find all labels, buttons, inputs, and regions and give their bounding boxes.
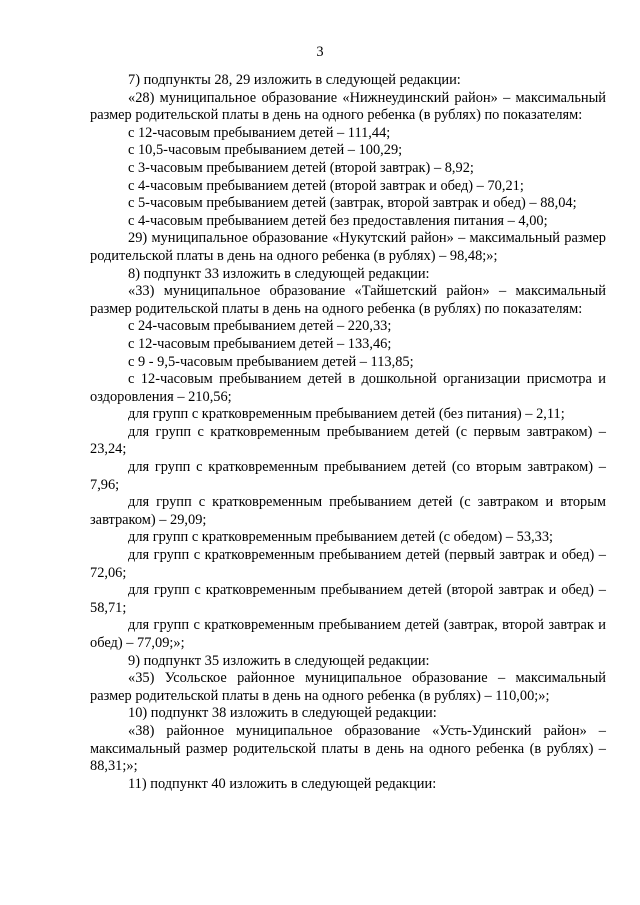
paragraph: с 24-часовым пребыванием детей – 220,33;	[128, 318, 392, 335]
paragraph: с 12-часовым пребыванием детей в дошкольной организации присмотра и оздоровления – 210,56;	[90, 371, 606, 405]
paragraph: 29) муниципальное образование «Нукутский район» – максимальный размер родительской платы в день на одного ребенка (в рублях) – 98,48;»;	[90, 230, 606, 264]
paragraph: для групп с кратковременным пребыванием детей (первый завтрак и обед) – 72,06;	[90, 547, 606, 581]
paragraph: для групп с кратковременным пребыванием детей (с первым завтраком) – 23,24;	[90, 423, 606, 458]
paragraph: 11) подпункт 40 изложить в следующей редакции:	[128, 775, 437, 792]
paragraph: 8) подпункт 33 изложить в следующей редакции:	[128, 265, 430, 282]
document-body	[90, 72, 606, 793]
paragraph: с 4-часовым пребыванием детей (второй завтрак и обед) – 70,21;	[128, 177, 524, 194]
paragraph: 9) подпункт 35 изложить в следующей редакции:	[128, 652, 430, 669]
paragraph: с 5-часовым пребыванием детей (завтрак, второй завтрак и обед) – 88,04;	[128, 195, 577, 212]
paragraph: с 4-часовым пребыванием детей без предоставления питания – 4,00;	[128, 212, 548, 229]
paragraph: для групп с кратковременным пребыванием детей (без питания) – 2,11;	[128, 406, 565, 423]
paragraph: для групп с кратковременным пребыванием детей (завтрак, второй завтрак и обед) – 77,09;»;	[90, 617, 606, 651]
paragraph: для групп с кратковременным пребыванием детей (второй завтрак и обед) – 58,71;	[90, 582, 606, 616]
paragraph: 10) подпункт 38 изложить в следующей редакции:	[128, 705, 437, 722]
paragraph: «33) муниципальное образование «Тайшетский район» – максимальный размер родительской платы в день на одного ребенка (в рублях) по показателям:	[90, 283, 606, 317]
paragraph: «35) Усольское районное муниципальное образование – максимальный размер родительской платы в день на одного ребенка (в рублях) – 110,00;»;	[90, 670, 606, 704]
paragraph: для групп с кратковременным пребыванием детей (с обедом) – 53,33;	[128, 529, 554, 546]
paragraph: 7) подпункты 28, 29 изложить в следующей редакции:	[128, 72, 461, 88]
paragraph: с 12-часовым пребыванием детей – 133,46;	[128, 335, 392, 352]
paragraph: для групп с кратковременным пребыванием детей (с завтраком и вторым завтраком) – 29,09;	[90, 494, 606, 528]
paragraph: с 9 - 9,5-часовым пребыванием детей – 113,85;	[128, 353, 414, 370]
paragraph: с 3-часовым пребыванием детей (второй завтрак) – 8,92;	[128, 159, 474, 176]
page-number: 3	[316, 44, 324, 60]
paragraph: «28) муниципальное образование «Нижнеудинский район» – максимальный размер родительской платы в день на одного ребенка (в рублях) по показателям:	[90, 89, 606, 124]
paragraph: «38) районное муниципальное образование «Усть-Удинский район» – максимальный размер родительской платы в день на одного ребенка (в рублях) – 88,31;»;	[90, 722, 606, 775]
paragraph: для групп с кратковременным пребыванием детей (со вторым завтраком) – 7,96;	[90, 459, 606, 493]
paragraph: с 10,5-часовым пребыванием детей – 100,29;	[128, 142, 403, 159]
paragraph: с 12-часовым пребыванием детей – 111,44;	[128, 124, 391, 141]
